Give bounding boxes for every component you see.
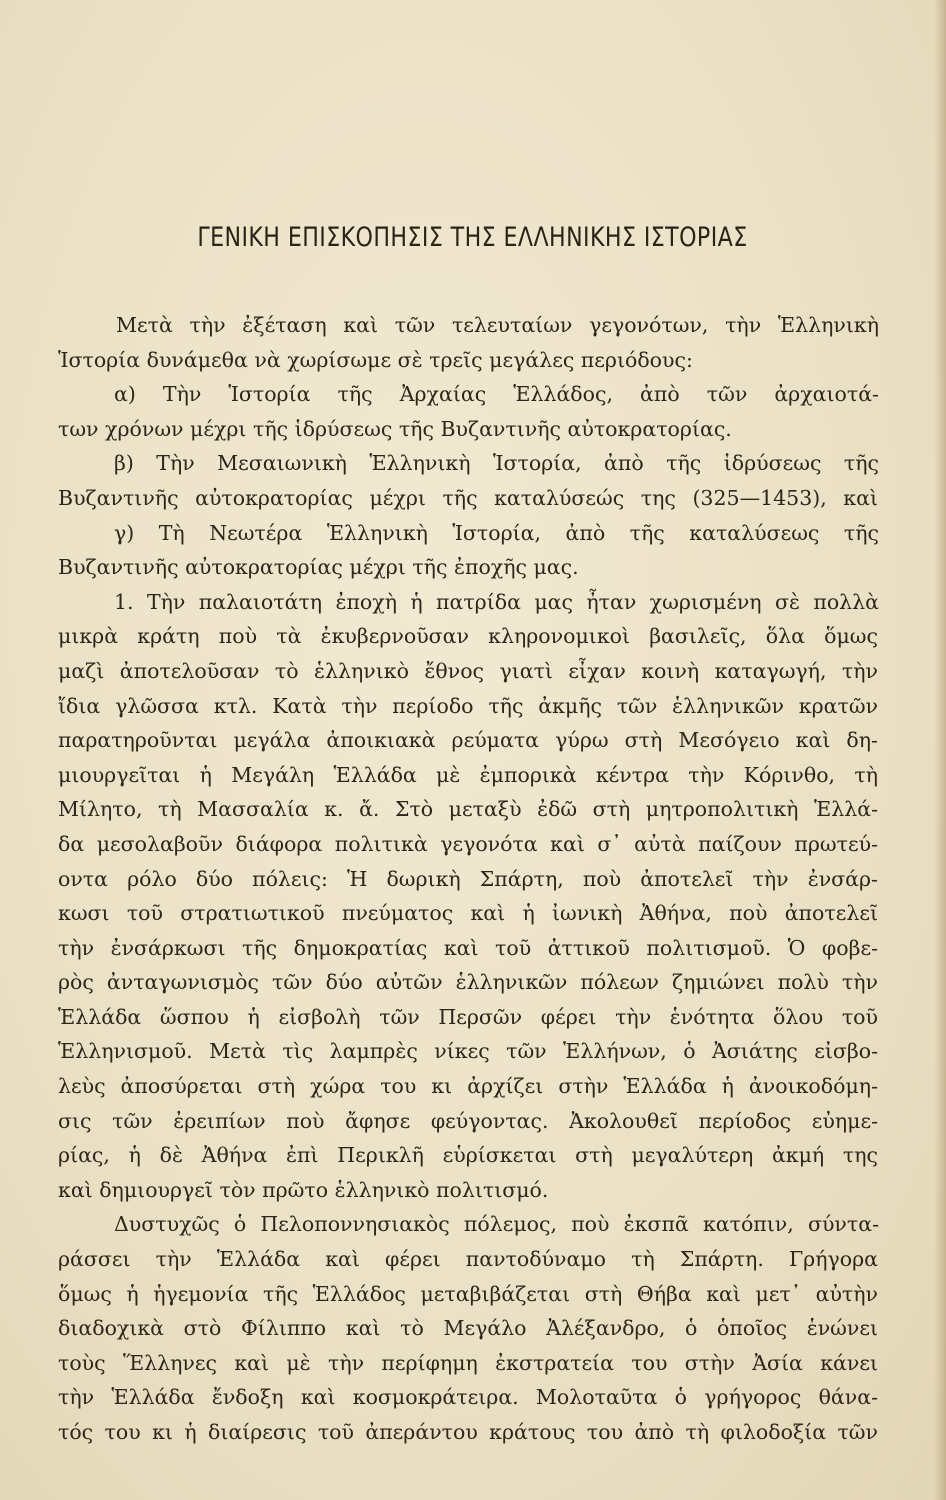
text-line: παρατηροῦνται μεγάλα ἀποικιακὰ ρεύματα γύρω στὴ Μεσόγειο καὶ δη- — [58, 728, 878, 753]
text-line: κωσι τοῦ στρατιωτικοῦ πνεύματος καὶ ἡ ἰωνικὴ Ἀθήνα, ποὺ ἀποτελεῖ — [58, 901, 878, 926]
chapter-title: ΓΕΝΙΚΗ ΕΠΙΣΚΟΠΗΣΙΣ ΤΗΣ ΕΛΛΗΝΙΚΗΣ ΙΣΤΟΡΙΑΣ — [197, 222, 748, 253]
text-line: ἴδια γλῶσσα κτλ. Κατὰ τὴν περίοδο τῆς ἀκμῆς τῶν ἑλληνικῶν κρατῶν — [58, 693, 878, 718]
body-text — [58, 308, 879, 1450]
text-line: γ) Τὴ Νεωτέρα Ἑλληνικὴ Ἱστορία, ἀπὸ τῆς καταλύσεως τῆς — [114, 520, 879, 545]
text-line: δα μεσολαβοῦν διάφορα πολιτικὰ γεγονότα καὶ σ᾽ αὐτὰ παίζουν πρωτεύ- — [58, 831, 878, 856]
text-line: α) Τὴν Ἱστορία τῆς Ἀρχαίας Ἑλλάδος, ἀπὸ τῶν ἀρχαιοτά- — [114, 382, 879, 407]
text-line: καὶ δημιουργεῖ τὸν πρῶτο ἑλληνικὸ πολιτισμό. — [58, 1177, 549, 1202]
text-line: μαζὶ ἀποτελοῦσαν τὸ ἑλληνικὸ ἔθνος γιατὶ εἶχαν κοινὴ καταγωγή, τὴν — [58, 658, 878, 683]
text-line: λεὺς ἀποσύρεται στὴ χώρα του κι ἀρχίζει στὴν Ἑλλάδα ἡ ἀνοικοδόμη- — [58, 1074, 878, 1099]
text-line: ρίας, ἡ δὲ Ἀθήνα ἐπὶ Περικλῆ εὑρίσκεται στὴ μεγαλύτερη ἀκμή της — [58, 1143, 878, 1168]
text-line: Μετὰ τὴν ἐξέταση καὶ τῶν τελευταίων γεγονότων, τὴν Ἑλληνικὴ — [116, 313, 879, 337]
text-line: μιουργεῖται ἡ Μεγάλη Ἑλλάδα μὲ ἐμπορικὰ κέντρα τὴν Κόρινθο, τὴ — [58, 762, 878, 787]
text-line: διαδοχικὰ στὸ Φίλιππο καὶ τὸ Μεγάλο Ἀλέξανδρο, ὁ ὁποῖος ἑνώνει — [58, 1316, 878, 1341]
text-line: σις τῶν ἐρειπίων ποὺ ἄφησε φεύγοντας. Ἀκολουθεῖ περίοδος εὐημε- — [58, 1108, 878, 1133]
text-line: οντα ρόλο δύο πόλεις: Ἡ δωρικὴ Σπάρτη, ποὺ ἀποτελεῖ τὴν ἐνσάρ- — [58, 866, 878, 891]
text-line: τοὺς Ἕλληνες καὶ μὲ τὴν περίφημη ἐκστρατεία του στὴν Ἀσία κάνει — [58, 1350, 878, 1375]
text-line: τὴν ἐνσάρκωσι τῆς δημοκρατίας καὶ τοῦ ἀττικοῦ πολιτισμοῦ. Ὁ φοβε- — [58, 935, 878, 960]
page-edge — [934, 0, 946, 1500]
text-line: ράσσει τὴν Ἑλλάδα καὶ φέρει παντοδύναμο τὴ Σπάρτη. Γρήγορα — [58, 1247, 878, 1272]
text-line: Βυζαντινῆς αὐτοκρατορίας μέχρι τῆς καταλύσεώς της (325—1453), καὶ — [58, 485, 878, 510]
text-line: Ἑλλάδα ὥσπου ἡ εἰσβολὴ τῶν Περσῶν φέρει τὴν ἑνότητα ὅλου τοῦ — [58, 1004, 878, 1029]
text-line: ὅμως ἡ ἡγεμονία τῆς Ἑλλάδος μεταβιβάζεται στὴ Θήβα καὶ μετ᾽ αὐτὴν — [58, 1281, 878, 1306]
text-line: τὴν Ἑλλάδα ἔνδοξη καὶ κοσμοκράτειρα. Μολοταῦτα ὁ γρήγορος θάνα- — [58, 1385, 878, 1410]
text-line: μικρὰ κράτη ποὺ τὰ ἐκυβερνοῦσαν κληρονομικοὶ βασιλεῖς, ὅλα ὅμως — [58, 624, 878, 649]
text-line: β) Τὴν Μεσαιωνικὴ Ἑλληνικὴ Ἱστορία, ἀπὸ τῆς ἱδρύσεως τῆς — [114, 451, 879, 476]
text-line: τός του κι ἡ διαίρεσις τοῦ ἀπεράντου κράτους του ἀπὸ τὴ φιλοδοξία τῶν — [58, 1420, 878, 1444]
text-line: ρὸς ἀνταγωνισμὸς τῶν δύο αὐτῶν ἑλληνικῶν πόλεων ζημιώνει πολὺ τὴν — [58, 970, 878, 995]
text-line: των χρόνων μέχρι τῆς ἱδρύσεως τῆς Βυζαντινῆς αὐτοκρατορίας. — [58, 416, 732, 441]
text-line: Μίλητο, τὴ Μασσαλία κ. ἄ. Στὸ μεταξὺ ἐδῶ στὴ μητροπολιτικὴ Ἑλλά- — [58, 797, 878, 822]
text-line: 1. Τὴν παλαιοτάτη ἐποχὴ ἡ πατρίδα μας ἦταν χωρισμένη σὲ πολλὰ — [114, 589, 879, 614]
text-line: Ἑλληνισμοῦ. Μετὰ τὶς λαμπρὲς νίκες τῶν Ἑλλήνων, ὁ Ἀσιάτης εἰσβο- — [58, 1039, 878, 1064]
text-line: Ἱστορία δυνάμεθα νὰ χωρίσωμε σὲ τρεῖς μεγάλες περιόδους: — [58, 347, 693, 372]
text-line: Δυστυχῶς ὁ Πελοποννησιακὸς πόλεμος, ποὺ ἐκσπᾶ κατόπιν, σύντα- — [114, 1212, 879, 1237]
text-line: Βυζαντινῆς αὐτοκρατορίας μέχρι τῆς ἐποχῆς μας. — [58, 555, 579, 580]
